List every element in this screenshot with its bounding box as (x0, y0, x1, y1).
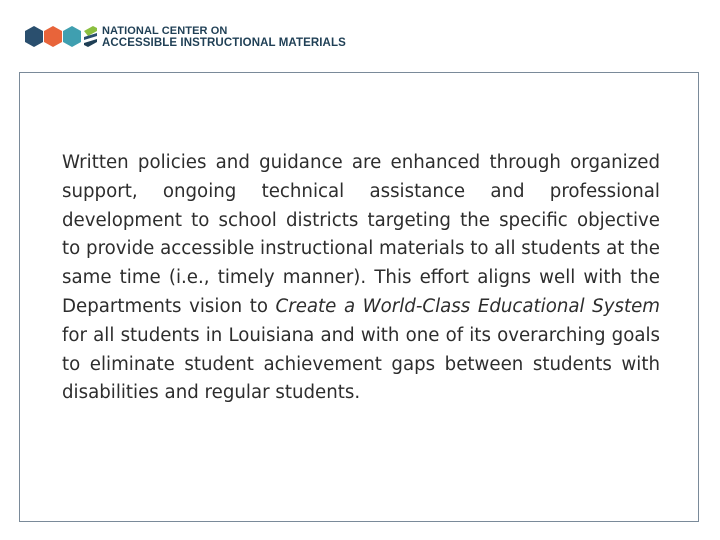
hexagon-logo-icon (24, 23, 100, 51)
body-text-part-2: for all students in Louisiana and with one of its overarching goals to eliminate student achievement gaps between students with disabilities and regular students. (62, 324, 660, 404)
logo-wordmark (102, 25, 346, 49)
nimac-logo (24, 22, 369, 52)
logo-line-2: ACCESSIBLE INSTRUCTIONAL MATERIALS (102, 37, 346, 49)
body-paragraph (62, 149, 660, 408)
body-text-part-1: Written policies and guidance are enhanced through organized support, ongoing technical assistance and professional development to school districts targeting the specific objective to provide accessible instructional materials to all students at the same time (i.e., timely manner). This effort aligns well with the Departments vision to (62, 152, 660, 317)
body-text-italic: Create a World-Class Educational System (275, 295, 660, 317)
logo-line-1: NATIONAL CENTER ON (102, 25, 228, 37)
